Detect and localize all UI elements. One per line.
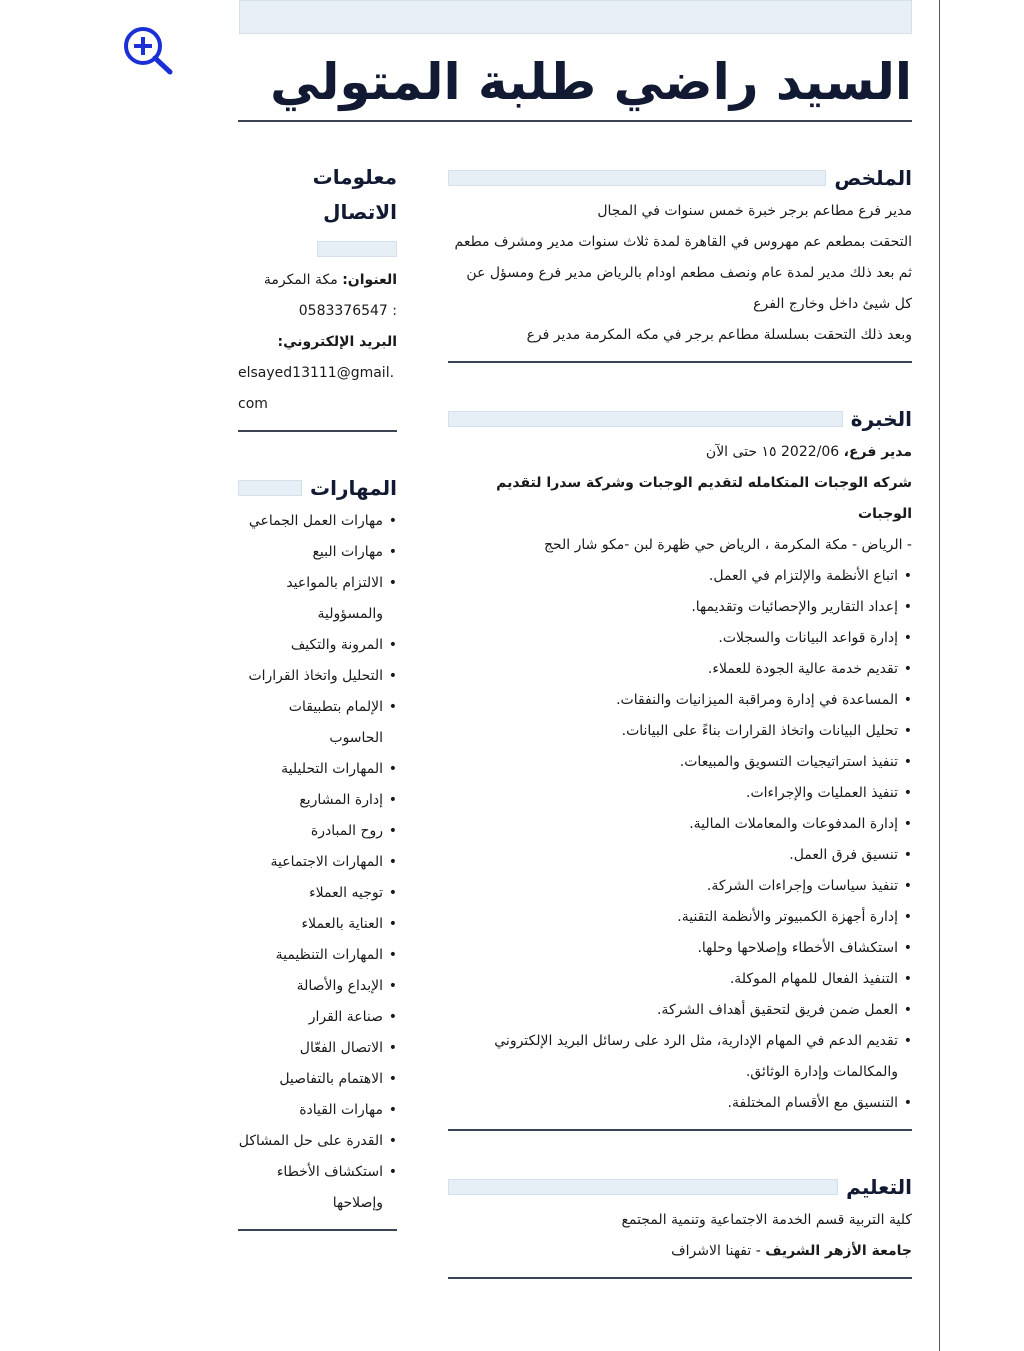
summary-line: وبعد ذلك التحقت بسلسلة مطاعم برجر في مكه المكرمة مدير فرع (526, 327, 912, 343)
skill-item: • الاتصال الفعّال (238, 1033, 397, 1064)
skill-item: • مهارات القيادة (238, 1095, 397, 1126)
skill-item: • مهارات العمل الجماعي (238, 506, 397, 537)
skill-item: • الاهتمام بالتفاصيل (238, 1064, 397, 1095)
skill-item: • استكشاف الأخطاء وإصلاحها (238, 1157, 397, 1219)
heading-bar (448, 1179, 838, 1195)
skill-item: • الالتزام بالمواعيد والمسؤولية (238, 568, 397, 630)
skill-item: • التحليل واتخاذ القرارات (238, 661, 397, 692)
duties-list (448, 561, 912, 1119)
section-divider (448, 1277, 912, 1279)
phone-value: : 0583376547 (298, 303, 397, 319)
skill-item: • روح المبادرة (238, 816, 397, 847)
heading-bar (317, 241, 397, 257)
job-dates: 2022/06 ١٥ حتى الآن (705, 444, 844, 460)
skill-item: • مهارات البيع (238, 537, 397, 568)
duty-item: • تنفيذ سياسات وإجراءات الشركة. (448, 871, 912, 902)
duty-item: • إدارة قواعد البيانات والسجلات. (448, 623, 912, 654)
skill-item: • المهارات التحليلية (238, 754, 397, 785)
duty-item: • التنسيق مع الأقسام المختلفة. (448, 1088, 912, 1119)
duty-item: • تقديم الدعم في المهام الإدارية، مثل الرد على رسائل البريد الإلكتروني والمكالمات وإدارة الوثائق. (448, 1026, 912, 1088)
skills-heading: المهارات (310, 476, 397, 500)
job-location: - الرياض - مكة المكرمة ، الرياض حي ظهرة لبن -مكو شار الحج (543, 537, 912, 553)
skill-item: • توجيه العملاء (238, 878, 397, 909)
skill-item: • الإلمام بتطبيقات الحاسوب (238, 692, 397, 754)
skills-list (238, 506, 397, 1219)
skills-section (238, 470, 397, 1231)
degree: كلية التربية قسم الخدمة الاجتماعية وتنمية المجتمع (621, 1212, 912, 1228)
summary-heading: الملخص (834, 166, 912, 190)
job-header (448, 437, 912, 468)
duty-item: • استكشاف الأخطاء وإصلاحها وحلها. (448, 933, 912, 964)
school-name: جامعة الأزهر الشريف (765, 1243, 912, 1259)
experience-heading: الخبرة (850, 407, 912, 431)
skill-item: • العناية بالعملاء (238, 909, 397, 940)
main-column (448, 160, 912, 1317)
job-title: مدير فرع، (843, 444, 912, 460)
experience-section (448, 401, 912, 1131)
address-label: العنوان: (342, 272, 397, 288)
email-value[interactable]: elsayed13111@gmail.com (238, 365, 395, 412)
summary-line: ثم بعد ذلك مدير لمدة عام ونصف مطعم اودام بالرياض مدير فرع ومسؤل عن كل شيئ داخل وخارج الفرع (466, 265, 912, 312)
address-value: مكة المكرمة (263, 272, 343, 288)
duty-item: • اتباع الأنظمة والإلتزام في العمل. (448, 561, 912, 592)
email-label: البريد الإلكتروني: (277, 334, 397, 350)
heading-bar (448, 411, 843, 427)
duty-item: • تحليل البيانات واتخاذ القرارات بناءً على البيانات. (448, 716, 912, 747)
contact-section (238, 160, 397, 432)
page-edge (939, 0, 940, 1351)
duty-item: • تنفيذ العمليات والإجراءات. (448, 778, 912, 809)
duty-item: • تنفيذ استراتيجيات التسويق والمبيعات. (448, 747, 912, 778)
name-divider (238, 120, 912, 122)
header-band (239, 0, 912, 34)
zoom-in-icon[interactable] (122, 26, 174, 76)
section-divider (448, 1129, 912, 1131)
section-divider (238, 1229, 397, 1231)
duty-item: • تقديم خدمة عالية الجودة للعملاء. (448, 654, 912, 685)
address-line (238, 265, 397, 296)
skill-item: • الإبداع والأصالة (238, 971, 397, 1002)
skill-item: • إدارة المشاريع (238, 785, 397, 816)
school-location: - تفهنا الاشراف (671, 1243, 766, 1259)
company-name: شركه الوجبات المتكامله لتقديم الوجبات وشركة سدرا لتقديم الوجبات (496, 475, 912, 522)
duty-item: • إدارة أجهزة الكمبيوتر والأنظمة التقنية. (448, 902, 912, 933)
skill-item: • القدرة على حل المشاكل (238, 1126, 397, 1157)
sidebar (238, 160, 397, 1269)
duty-item: • إعداد التقارير والإحصائيات وتقديمها. (448, 592, 912, 623)
duty-item: • تنسيق فرق العمل. (448, 840, 912, 871)
summary-line: مدير فرع مطاعم برجر خبرة خمس سنوات في المجال (597, 203, 912, 219)
contact-heading: معلومات الاتصال (312, 165, 397, 224)
candidate-name: السيد راضي طلبة المتولي (270, 53, 912, 111)
summary-line: التحقت بمطعم عم مهروس في القاهرة لمدة ثلاث سنوات مدير ومشرف مطعم (454, 234, 912, 250)
heading-bar (238, 480, 302, 496)
duty-item: • العمل ضمن فريق لتحقيق أهداف الشركة. (448, 995, 912, 1026)
section-divider (448, 361, 912, 363)
duty-item: • إدارة المدفوعات والمعاملات المالية. (448, 809, 912, 840)
skill-item: • صناعة القرار (238, 1002, 397, 1033)
heading-bar (448, 170, 826, 186)
summary-section (448, 160, 912, 363)
skill-item: • المرونة والتكيف (238, 630, 397, 661)
summary-text (448, 196, 912, 351)
school-line (448, 1236, 912, 1267)
education-heading: التعليم (846, 1175, 912, 1199)
section-divider (238, 430, 397, 432)
skill-item: • المهارات الاجتماعية (238, 847, 397, 878)
skill-item: • المهارات التنظيمية (238, 940, 397, 971)
duty-item: • المساعدة في إدارة ومراقبة الميزانيات والنفقات. (448, 685, 912, 716)
duty-item: • التنفيذ الفعال للمهام الموكلة. (448, 964, 912, 995)
education-section (448, 1169, 912, 1279)
